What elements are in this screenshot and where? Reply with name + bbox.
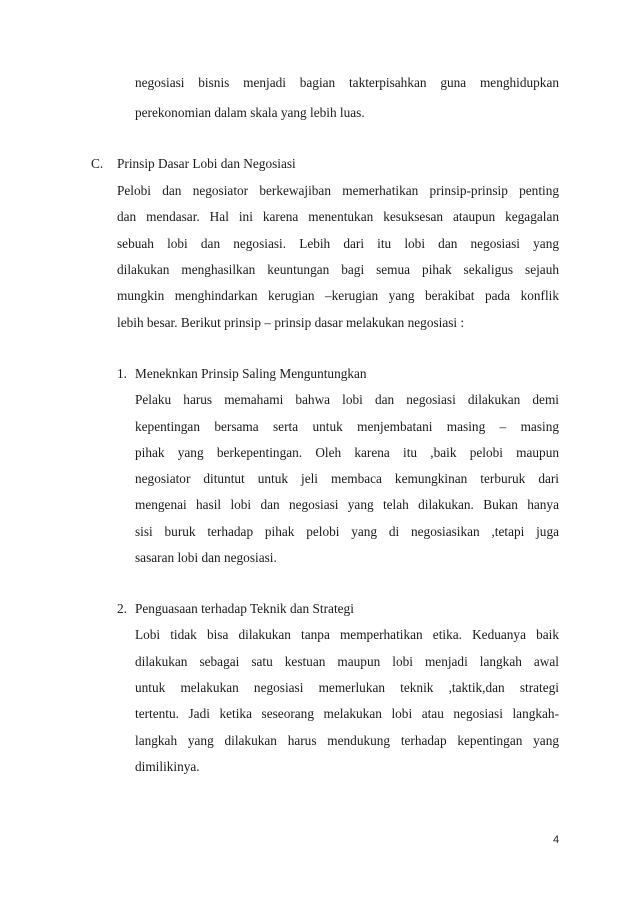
- section-c-marker: C.: [91, 156, 104, 171]
- section-c-line: dilakukan menghasilkan keuntungan bagi semua pihak sekaligus sejauh: [117, 262, 559, 277]
- section-c-line: lebih besar. Berikut prinsip – prinsip dasar melakukan negosiasi :: [117, 315, 465, 330]
- list-item-heading: Meneknkan Prinsip Saling Menguntungkan: [135, 366, 367, 381]
- section-c-line: mungkin menghindarkan kerugian –kerugian yang berakibat pada konflik: [117, 288, 559, 303]
- section-c-heading: Prinsip Dasar Lobi dan Negosiasi: [117, 156, 296, 171]
- section-c-line: Pelobi dan negosiator berkewajiban memerhatikan prinsip-prinsip penting: [117, 183, 559, 198]
- list-item-line: dilakukan sebagai satu kestuan maupun lobi menjadi langkah awal: [135, 654, 559, 669]
- list-item-line: mengenai hasil lobi dan negosiasi yang telah dilakukan. Bukan hanya: [135, 497, 559, 512]
- list-item-line: sasaran lobi dan negosiasi.: [135, 550, 277, 565]
- list-item-line: kepentingan bersama serta untuk menjembatani masing – masing: [135, 419, 559, 434]
- list-item-line: untuk melakukan negosiasi memerlukan teknik ,taktik,dan strategi: [135, 680, 559, 695]
- list-item-heading: Penguasaan terhadap Teknik dan Strategi: [135, 601, 354, 616]
- list-item-line: sisi buruk terhadap pihak pelobi yang di negosiasikan ,tetapi juga: [135, 524, 559, 539]
- list-item-line: negosiator dituntut untuk jeli membaca kemungkinan terburuk dari: [135, 471, 559, 486]
- list-item-line: dimilikinya.: [135, 759, 200, 774]
- intro-line: negosiasi bisnis menjadi bagian takterpisahkan guna menghidupkan: [135, 75, 559, 90]
- section-c-line: dan mendasar. Hal ini karena menentukan kesuksesan ataupun kegagalan: [117, 209, 559, 224]
- list-item-line: Pelaku harus memahami bahwa lobi dan negosiasi dilakukan demi: [135, 392, 559, 407]
- page-number: 4: [553, 834, 560, 846]
- list-item-line: Lobi tidak bisa dilakukan tanpa memperhatikan etika. Keduanya baik: [135, 627, 559, 642]
- list-item-line: langkah yang dilakukan harus mendukung terhadap kepentingan yang: [135, 733, 559, 748]
- list-item-marker: 1.: [117, 366, 127, 381]
- list-item-line: pihak yang berkepentingan. Oleh karena itu ,baik pelobi maupun: [135, 445, 559, 460]
- list-item-line: tertentu. Jadi ketika seseorang melakukan lobi atau negosiasi langkah-: [135, 706, 559, 721]
- intro-line: perekonomian dalam skala yang lebih luas.: [135, 105, 365, 120]
- section-c-line: sebuah lobi dan negosiasi. Lebih dari itu lobi dan negosiasi yang: [117, 236, 559, 251]
- list-item-marker: 2.: [117, 601, 127, 616]
